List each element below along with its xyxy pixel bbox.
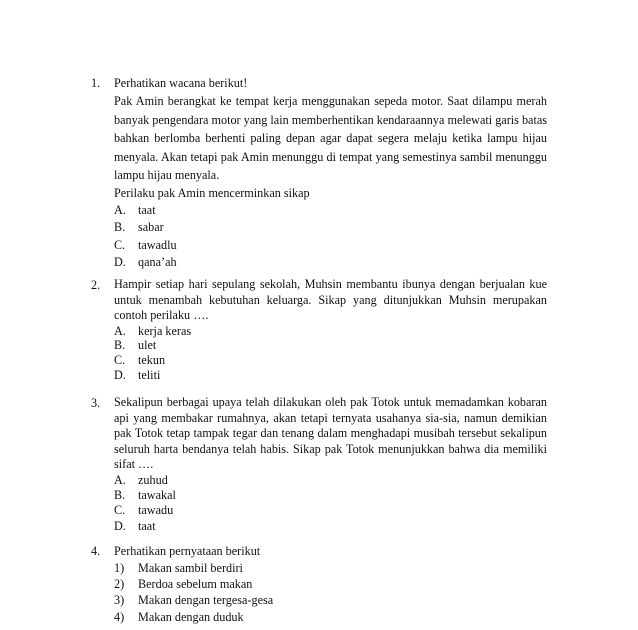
question-passage: Pak Amin berangkat ke tempat kerja menggunakan sepeda motor. Saat dilampu merah banyak pengendara motor yang lain memberhentikan kendaraannya melewati garis batas bahkan berlomba berhenti paling depan agar dapat segera melaju ketika lampu hijau menyala. Akan tetapi pak Amin menunggu di tempat yang semestinya sambil menunggu lampu hijau menyala.: [114, 94, 547, 183]
item-text: Makan sambil berdiri: [138, 561, 243, 575]
option-label: A.: [114, 472, 126, 487]
answer-option: [114, 324, 547, 339]
option-label: B.: [114, 220, 126, 235]
question-body: [114, 543, 547, 625]
item-label: 4): [114, 609, 125, 624]
option-text: kerja keras: [138, 323, 192, 338]
answer-option: [114, 237, 547, 254]
answer-option: [114, 338, 547, 353]
question-number: 3.: [91, 396, 101, 410]
item-label: 1): [114, 561, 125, 575]
option-label: B.: [114, 338, 126, 353]
option-text: qana’ah: [138, 255, 177, 270]
answer-option: [114, 254, 547, 271]
item-label: 2): [114, 577, 125, 592]
option-label: D.: [114, 518, 126, 533]
question-body: [114, 75, 547, 272]
answer-options: [114, 202, 547, 272]
answer-option: [114, 368, 547, 383]
option-label: A.: [114, 323, 126, 338]
question-number: 2.: [91, 278, 101, 292]
question-prompt: Perilaku pak Amin mencerminkan sikap: [114, 185, 310, 200]
statement-item: [114, 560, 547, 576]
statement-list: [114, 560, 547, 625]
option-label: D.: [114, 367, 126, 382]
question-number: 4.: [91, 544, 101, 558]
option-label: C.: [114, 237, 126, 252]
answer-option: [114, 353, 547, 368]
option-text: tawadlu: [138, 237, 177, 252]
option-text: teliti: [138, 367, 161, 382]
answer-option: [114, 488, 547, 503]
item-text: Makan dengan tergesa-gesa: [138, 593, 274, 608]
statement-item: [114, 609, 547, 625]
answer-options: [114, 473, 547, 534]
option-label: C.: [114, 503, 126, 518]
option-label: B.: [114, 488, 126, 503]
option-text: zuhud: [138, 472, 168, 487]
option-text: tawadu: [138, 503, 174, 518]
option-text: tawakal: [138, 488, 176, 503]
option-label: A.: [114, 202, 126, 217]
option-text: sabar: [138, 220, 164, 235]
answer-option: [114, 519, 547, 534]
option-text: taat: [138, 202, 156, 217]
question-passage: Sekalipun berbagai upaya telah dilakukan oleh pak Totok untuk memadamkan kobaran api yang membakar rumahnya, akan tetapi ternyata usahanya sia-sia, namun demikian pak Totok tetap tampak tegar dan tenang dalam menghadapi musibah tersebut sekalipun seluruh harta bendanya telah habis. Sikap pak Totok menunjukkan bahwa dia memiliki sifat ….: [114, 395, 547, 472]
question-body: [114, 395, 547, 534]
answer-option: [114, 202, 547, 219]
option-text: tekun: [138, 352, 166, 367]
answer-option: [114, 503, 547, 518]
statement-item: [114, 592, 547, 608]
answer-option: [114, 473, 547, 488]
question-body: [114, 277, 547, 382]
question-passage: Hampir setiap hari sepulang sekolah, Muhsin membantu ibunya dengan berjualan kue untuk menambah kebutuhan keluarga. Sikap yang ditunjukkan Muhsin merupakan contoh perilaku ….: [114, 277, 547, 323]
option-text: ulet: [138, 338, 157, 353]
question-intro: Perhatikan wacana berikut!: [114, 76, 248, 90]
answer-options: [114, 324, 547, 382]
answer-option: [114, 219, 547, 236]
item-label: 3): [114, 593, 125, 608]
question-intro: Perhatikan pernyataan berikut: [114, 544, 261, 558]
item-text: Makan dengan duduk: [138, 609, 244, 624]
option-label: D.: [114, 255, 126, 270]
option-text: taat: [138, 518, 156, 533]
statement-item: [114, 576, 547, 592]
option-label: C.: [114, 352, 126, 367]
question-number: 1.: [91, 76, 101, 90]
item-text: Berdoa sebelum makan: [138, 577, 253, 592]
